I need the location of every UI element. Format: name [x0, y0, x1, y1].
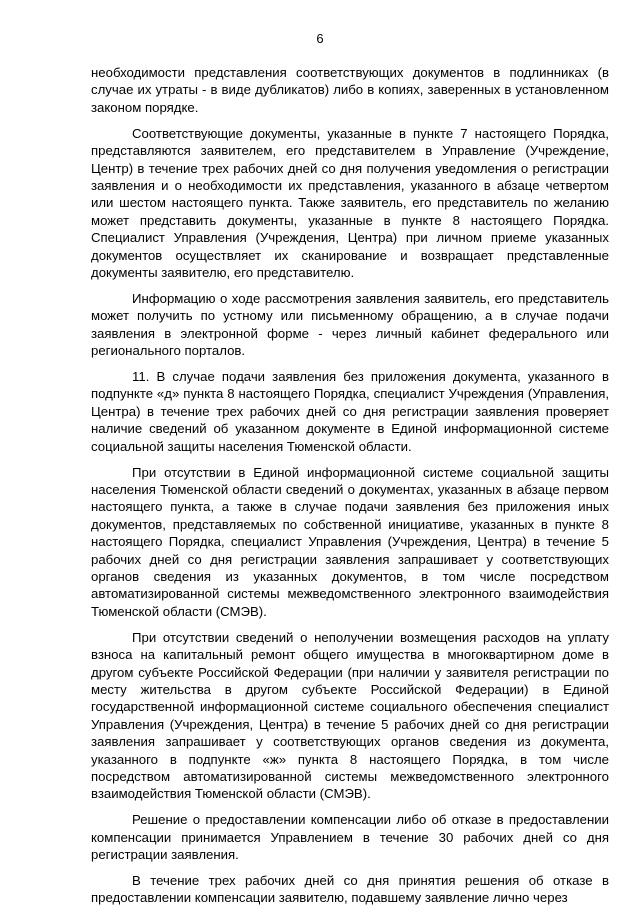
paragraph-documents-submission: Соответствующие документы, указанные в пункте 7 настоящего Порядка, представляются заявителем, его представителем в Управление (Учреждение, Центр) в течение трех рабочих дней со дня получения уведомления о регистрации заявления и о необходимости их представления, указанного в абзаце четвертом или шестом настоящего пункта. Также заявитель, его представитель по желанию может представить документы, указанные в пункте 8 настоящего Порядка. Специалист Управления (Учреждения, Центра) при личном приеме указанных документов осуществляет их сканирование и возвращает представленные документы заявителю, его представителю. [91, 125, 609, 280]
paragraph-status-information: Информацию о ходе рассмотрения заявления заявитель, его представитель может получить по устному или письменному обращению, а в случае подачи заявления в электронной форме - через личный кабинет федерального или регионального порталов. [91, 290, 609, 359]
paragraph-item-11: 11. В случае подачи заявления без приложения документа, указанного в подпункте «д» пункта 8 настоящего Порядка, специалист Учреждения (Управления, Центра) в течение трех рабочих дней со дня регистрации заявления проверяет наличие сведений об указанном документе в Единой информационной системе социальной защиты населения Тюменской области. [91, 369, 609, 454]
paragraph-decision-deadline: Решение о предоставлении компенсации либо об отказе в предоставлении компенсации принимается Управлением в течение 30 рабочих дней со дня регистрации заявления. [91, 812, 609, 863]
document-body [91, 64, 609, 915]
paragraph-refusal-notice: В течение трех рабочих дней со дня принятия решения об отказе в предоставлении компенсации заявителю, подавшему заявление лично через [91, 872, 609, 906]
paragraph-absence-of-records: При отсутствии в Единой информационной системе социальной защиты населения Тюменской области сведений о документах, указанных в абзаце первом настоящего пункта, а также в случае подачи заявления без приложения иных документов, представляемых по собственной инициативе, указанных в пункте 8 настоящего Порядка, специалист Управления (Учреждения, Центра) в течение 5 рабочих дней со дня регистрации заявления запрашивает у соответствующих органов сведения из указанных документов, в том числе посредством автоматизированной системы межведомственного электронного взаимодействия Тюменской области (СМЭВ). [91, 464, 609, 619]
paragraph-capital-repair-check: При отсутствии сведений о неполучении возмещения расходов на уплату взноса на капитальный ремонт общего имущества в многоквартирном доме в другом субъекте Российской Федерации (при наличии у заявителя регистрации по месту жительства в другом субъекте Российской Федерации) в Единой государственной информационной системе социального обеспечения специалист Управления (Учреждения, Центра) в течение 5 рабочих дней со дня регистрации заявления запрашивает у соответствующих органов сведения из документа, указанного в подпункте «ж» пункта 8 настоящего Порядка, в том числе посредством автоматизированной системы межведомственного электронного взаимодействия Тюменской области (СМЭВ). [91, 629, 609, 802]
page-number: 6 [316, 31, 324, 46]
paragraph-continuation: необходимости представления соответствующих документов в подлинниках (в случае их утраты - в виде дубликатов) либо в копиях, заверенных в установленном законом порядке. [91, 65, 609, 115]
